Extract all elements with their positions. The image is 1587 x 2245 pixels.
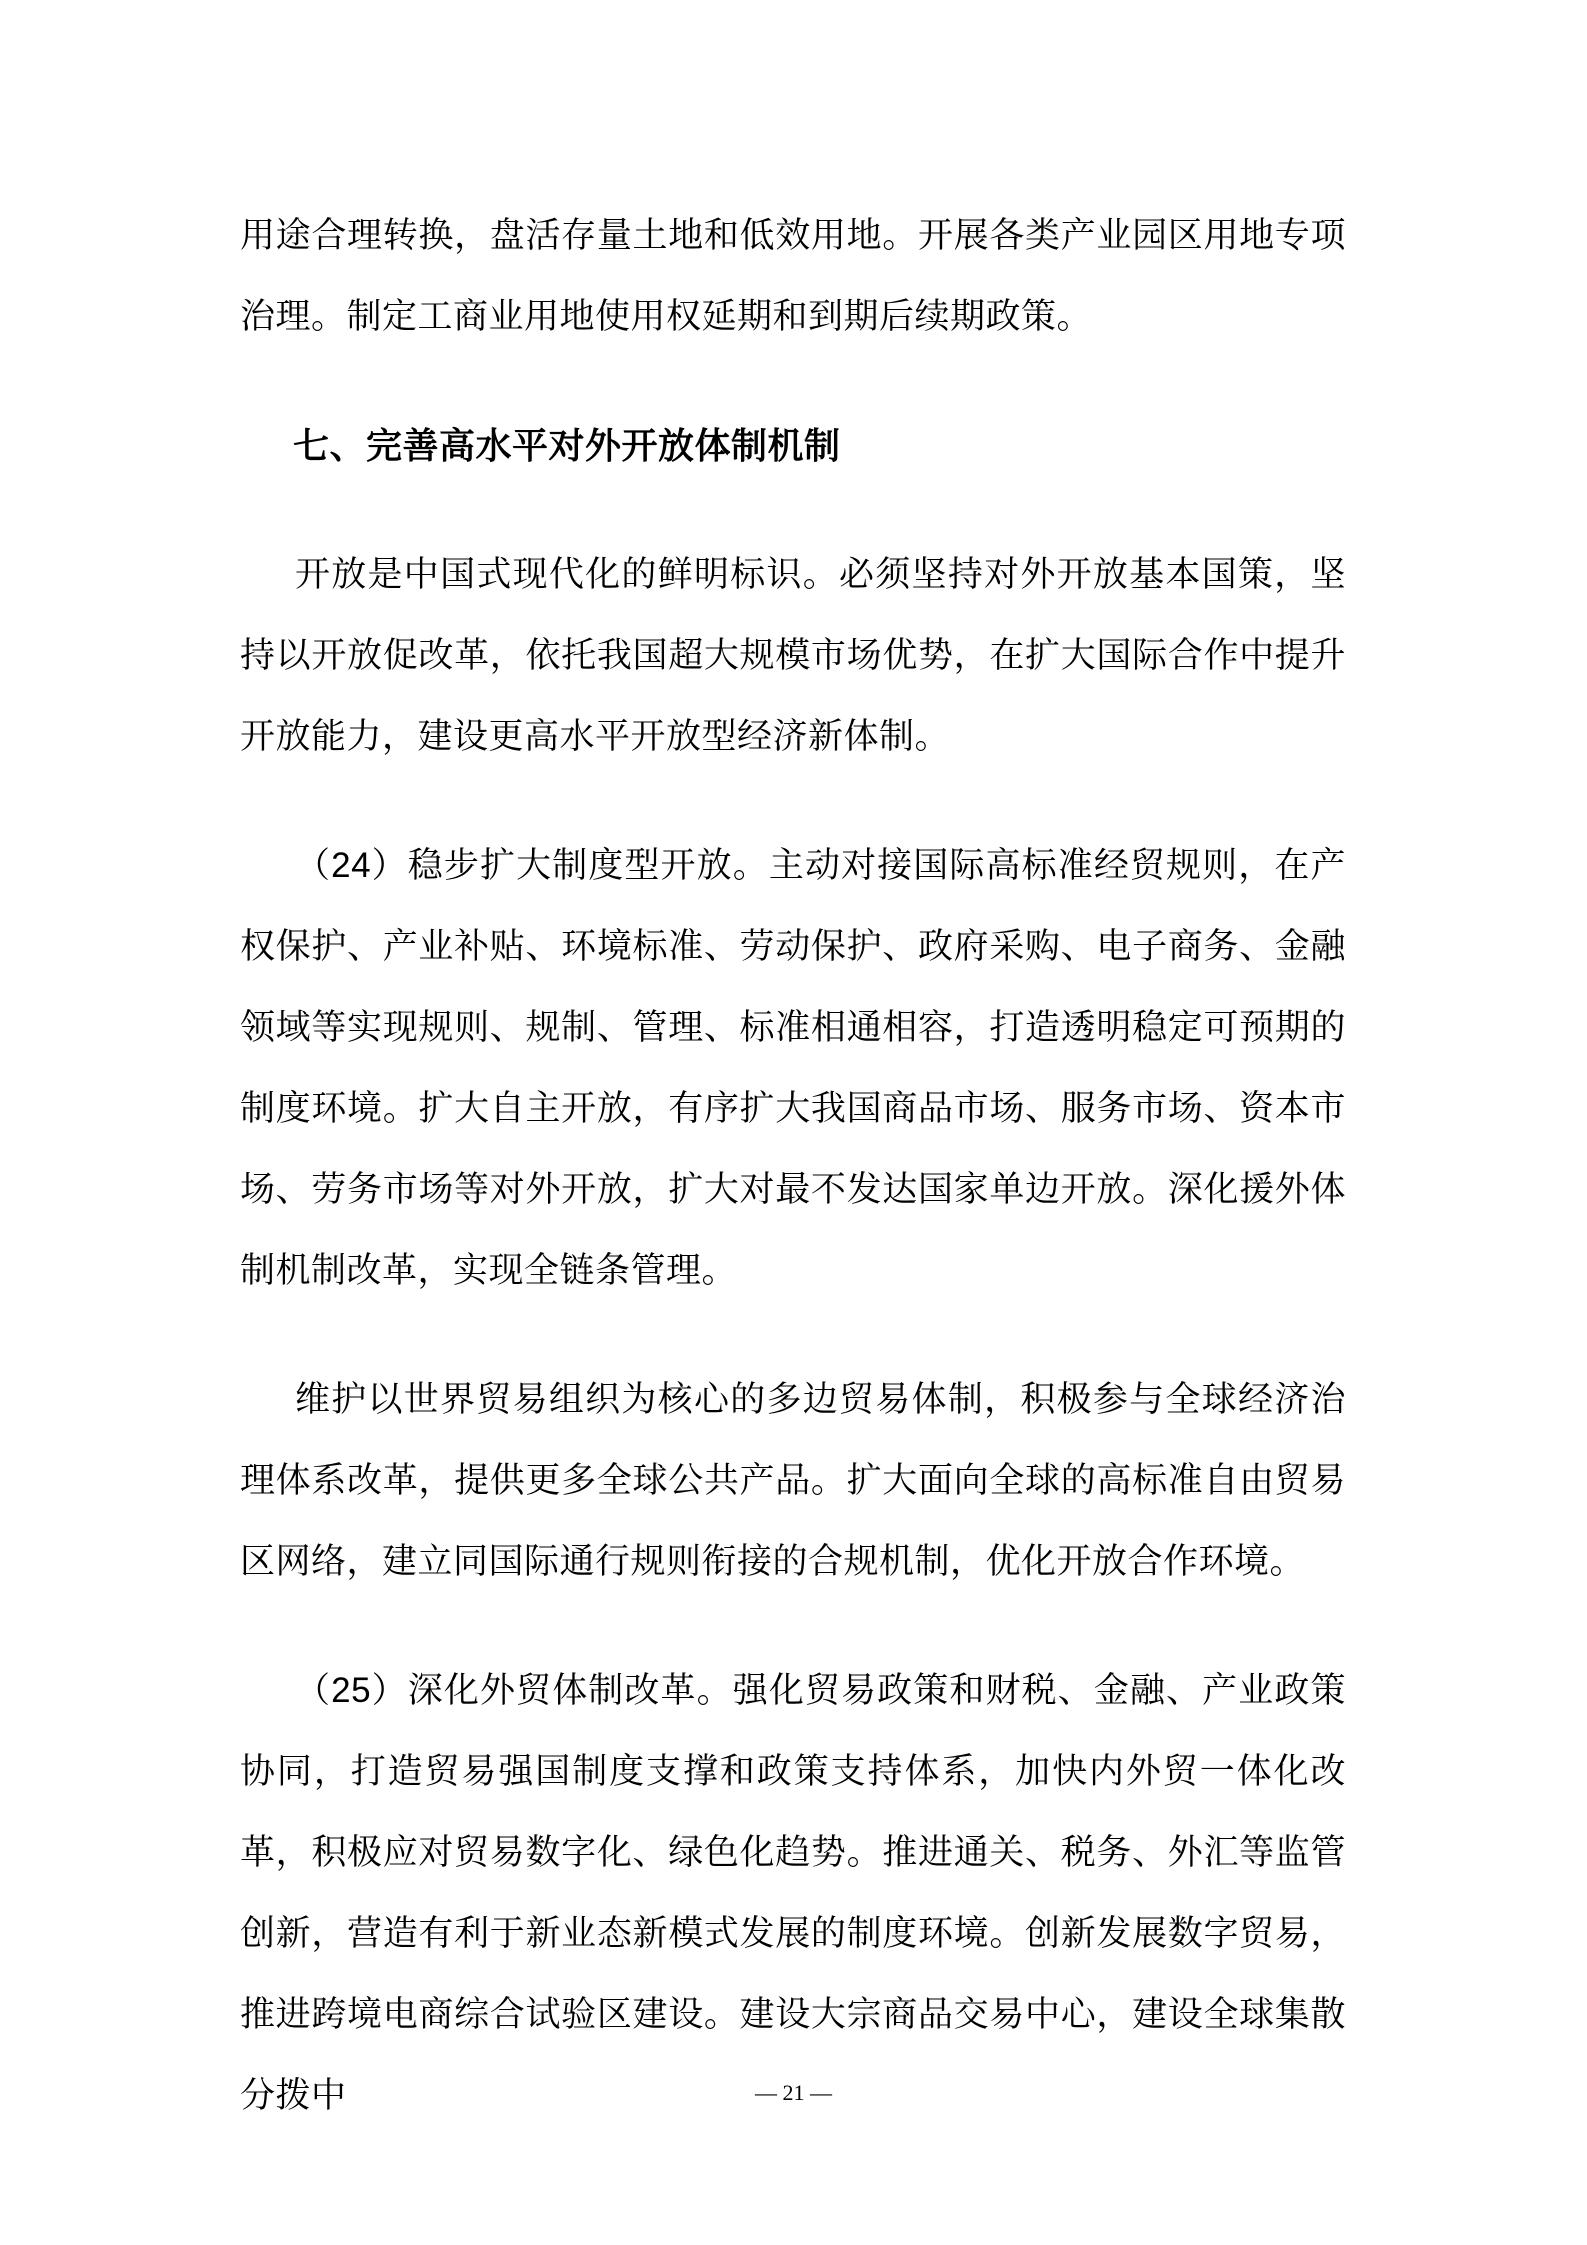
section-heading: 七、完善高水平对外开放体制机制 bbox=[293, 425, 841, 466]
paragraph-item-24: （24）稳步扩大制度型开放。主动对接国际高标准经贸规则，在产权保护、产业补贴、环境标准、劳动保护、政府采购、电子商务、金融领域等实现规则、规制、管理、标准相通相容，打造透明稳定可预期的制度环境。扩大自主开放，有序扩大我国商品市场、服务市场、资本市场、劳务市场等对外开放，扩大对最不发达国家单边开放。深化援外体制机制改革，实现全链条管理。 bbox=[240, 846, 1346, 1290]
paragraph-wto-multilateral: 维护以世界贸易组织为核心的多边贸易体制，积极参与全球经济治理体系改革，提供更多全球公共产品。扩大面向全球的高标准自由贸易区网络，建立同国际通行规则衔接的合规机制，优化开放合作环境。 bbox=[240, 1380, 1346, 1581]
page-number: — 21 — bbox=[755, 2080, 832, 2105]
paragraph-land-use-tail: 用途合理转换，盘活存量土地和低效用地。开展各类产业园区用地专项治理。制定工商业用地使用权延期和到期后续期政策。 bbox=[240, 216, 1346, 336]
document-body bbox=[240, 195, 1346, 2136]
page-footer bbox=[0, 2078, 1587, 2108]
paragraph-opening-statement: 开放是中国式现代化的鲜明标识。必须坚持对外开放基本国策，坚持以开放促改革，依托我国超大规模市场优势，在扩大国际合作中提升开放能力，建设更高水平开放型经济新体制。 bbox=[240, 555, 1346, 756]
paragraph-item-25: （25）深化外贸体制改革。强化贸易政策和财税、金融、产业政策协同，打造贸易强国制度支撑和政策支持体系，加快内外贸一体化改革，积极应对贸易数字化、绿色化趋势。推进通关、税务、外汇等监管创新，营造有利于新业态新模式发展的制度环境。创新发展数字贸易，推进跨境电商综合试验区建设。建设大宗商品交易中心，建设全球集散分拨中 bbox=[240, 1671, 1346, 2115]
